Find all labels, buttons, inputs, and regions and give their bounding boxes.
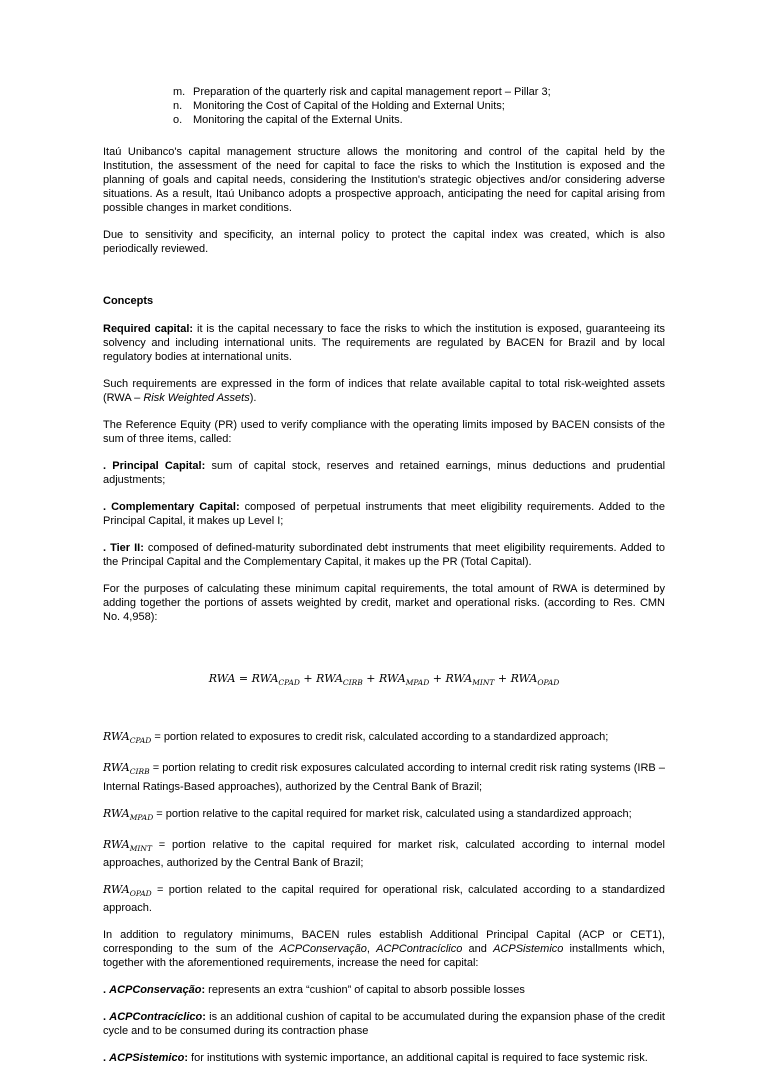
acp-colon: : xyxy=(202,1011,206,1024)
list-marker: n. xyxy=(173,100,183,112)
acp-sistemico-text: for institutions with systemic importance, an additional capital is required to face systemic risk. xyxy=(188,1052,648,1065)
formula-sub: CIRB xyxy=(342,678,363,688)
paragraph-rwa-purpose: For the purposes of calculating these minimum capital requirements, the total amount of RWA is determined by adding together the portions of assets weighted by credit, market and operational risks. (according to Res. CMN No. 4,958): xyxy=(103,583,665,623)
symbol-sub: OPAD xyxy=(129,889,152,899)
term-complementary-capital: . Complementary Capital: xyxy=(103,501,240,513)
principal-capital-text: sum of capital stock, reserves and retained earnings, minus deductions and prudential adjustments; xyxy=(103,460,666,486)
acp-conservacao-text: represents an extra “cushion” of capital to absorb possible losses xyxy=(205,984,525,997)
list-item-text: Monitoring the capital of the External Units. xyxy=(193,114,403,126)
definition-text: = portion relative to the capital required for market risk, calculated using a standardized approach; xyxy=(153,807,632,820)
definition-mpad xyxy=(103,807,665,825)
paragraph-capital-structure: Itaú Unibanco's capital management structure allows the monitoring and control of the capital held by the Institution, the assessment of the need for capital to face the risks to which the Institution is exposed and the planning of goals and capital needs, considering the Institution's strategic objectives and/or considering adverse situations. As a result, Itaú Unibanco adopts a prospective approach, anticipating the need for capital arising from possible changes in market conditions. xyxy=(103,146,665,214)
definition-text: = portion related to the capital required for operational risk, calculated according to a standardized approach. xyxy=(103,883,665,915)
indices-text-before: Such requirements are expressed in the form of indices that relate available capital to total risk-weighted assets (RWA – xyxy=(103,378,665,404)
additional-italic-contraciclico: ACPContracíclico xyxy=(376,943,463,956)
definition-text: = portion relative to the capital required for market risk, calculated according to internal model approaches, authorized by the Central Bank of Brazil; xyxy=(103,838,665,869)
list-marker: m. xyxy=(173,86,186,98)
indices-text-after: ). xyxy=(249,392,257,404)
additional-italic-conservacao: ACPConservação xyxy=(279,943,367,956)
symbol-sub: MINT xyxy=(129,843,152,853)
required-capital-text: it is the capital necessary to face the risks to which the institution is exposed, guaranteeing its solvency and including international units. The requirements are regulated by BACEN for Brazil and by local regulatory bodies at international units. xyxy=(103,323,665,363)
list-item xyxy=(173,113,665,127)
list-item-text: Preparation of the quarterly risk and capital management report – Pillar 3; xyxy=(193,86,551,98)
definition-text: = portion related to exposures to credit risk, calculated according to a standardized approach; xyxy=(151,731,609,744)
formula-term xyxy=(251,672,300,688)
paragraph-indices xyxy=(103,377,665,405)
symbol-sub: CIRB xyxy=(129,767,150,777)
definition-symbol xyxy=(103,838,152,851)
additional-separator: , xyxy=(366,943,377,956)
term-acp-sistemico: ACPSistemico xyxy=(109,1052,185,1065)
formula-base: RWA xyxy=(251,672,279,685)
definition-opad xyxy=(103,883,665,915)
definition-text: = portion relating to credit risk exposures calculated according to internal credit risk rating systems (IRB – Internal Ratings-Based approaches), authorized by the Central Bank of Brazil; xyxy=(103,762,665,793)
formula-term xyxy=(510,672,560,688)
definition-symbol xyxy=(103,761,150,777)
acp-dot: . xyxy=(103,1011,110,1024)
formula-base: RWA xyxy=(379,672,406,685)
list-item xyxy=(173,85,665,99)
paragraph-principal-capital xyxy=(103,459,665,487)
formula-sub: MPAD xyxy=(405,678,430,688)
paragraph-tier-two xyxy=(103,541,665,569)
additional-separator: and xyxy=(462,943,494,956)
symbol-sub: CPAD xyxy=(129,736,152,746)
term-required-capital: Required capital: xyxy=(103,323,194,335)
paragraph-internal-policy: Due to sensitivity and specificity, an internal policy to protect the capital index was created, which is also periodically reviewed. xyxy=(103,229,665,255)
rwa-formula xyxy=(103,672,665,690)
formula-term xyxy=(445,672,495,688)
formula-lhs: RWA xyxy=(208,672,236,685)
formula-term xyxy=(379,672,430,688)
acp-dot: . xyxy=(103,1052,110,1065)
formula-sub: OPAD xyxy=(537,678,560,688)
term-principal-capital: . Principal Capital: xyxy=(103,460,206,472)
formula-sub: MINT xyxy=(472,678,495,688)
formula-base: RWA xyxy=(316,672,343,685)
symbol-base: RWA xyxy=(103,837,130,851)
paragraph-reference-equity: The Reference Equity (PR) used to verify compliance with the operating limits imposed by BACEN consists of the sum of three items, called: xyxy=(103,419,665,445)
term-acp-contraciclico: ACPContracíclico xyxy=(109,1011,203,1024)
formula-plus: + xyxy=(494,672,511,685)
additional-text-before: In addition to regulatory minimums, BACEN rules establish Additional Principal Capital (ACP or CET1), corresponding to the sum of the xyxy=(103,929,665,956)
additional-italic-sistemico: ACPSistemico xyxy=(493,943,564,956)
paragraph-acp-sistemico xyxy=(103,1051,665,1065)
list-marker: o. xyxy=(173,114,183,126)
definition-symbol xyxy=(103,730,152,746)
symbol-base: RWA xyxy=(103,730,130,744)
tier-two-text: composed of defined-maturity subordinated debt instruments that meet eligibility requirements. Added to the Principal Capital and the Complementary Capital, it makes up the PR (Total Capital). xyxy=(103,542,665,568)
symbol-base: RWA xyxy=(103,882,130,896)
formula-base: RWA xyxy=(510,672,538,685)
additional-text-after: installments which, together with the aforementioned requirements, increase the need for capital: xyxy=(103,943,665,970)
symbol-base: RWA xyxy=(103,761,130,775)
formula-equals: = xyxy=(235,672,252,685)
definition-symbol xyxy=(103,807,153,820)
acp-dot: . xyxy=(103,984,110,997)
formula-base: RWA xyxy=(445,672,473,685)
document-page xyxy=(103,85,665,1078)
paragraph-acp-contraciclico xyxy=(103,1010,665,1038)
formula-term xyxy=(316,672,363,688)
definition-cpad xyxy=(103,730,665,748)
definition-cirb xyxy=(103,761,665,793)
symbol-base: RWA xyxy=(103,806,130,820)
paragraph-complementary-capital xyxy=(103,500,665,528)
section-heading-concepts: Concepts xyxy=(103,295,154,307)
paragraph-acp-conservacao xyxy=(103,983,665,997)
term-acp-conservacao: ACPConservação xyxy=(109,984,202,997)
list-item-text: Monitoring the Cost of Capital of the Holding and External Units; xyxy=(193,100,505,112)
list-item xyxy=(173,99,665,113)
definition-symbol xyxy=(103,882,152,899)
indices-italic: Risk Weighted Assets xyxy=(143,392,250,404)
complementary-capital-text: composed of perpetual instruments that meet eligibility requirements. Added to the Principal Capital, it makes up Level I; xyxy=(103,501,665,527)
term-tier-two: . Tier II: xyxy=(103,542,144,554)
acp-contraciclico-text: is an additional cushion of capital to be accumulated during the expansion phase of the credit cycle and to be consumed during its contraction phase xyxy=(103,1011,665,1038)
formula-plus: + xyxy=(299,672,317,685)
formula-sub: CPAD xyxy=(278,678,300,688)
formula-plus: + xyxy=(362,672,379,685)
symbol-sub: MPAD xyxy=(129,812,154,822)
acp-colon: : xyxy=(201,984,206,997)
paragraph-required-capital xyxy=(103,322,665,364)
paragraph-additional-capital xyxy=(103,928,665,970)
formula-plus: + xyxy=(429,672,446,685)
acp-colon: : xyxy=(184,1052,188,1065)
responsibilities-list xyxy=(103,85,665,127)
definition-mint xyxy=(103,838,665,870)
